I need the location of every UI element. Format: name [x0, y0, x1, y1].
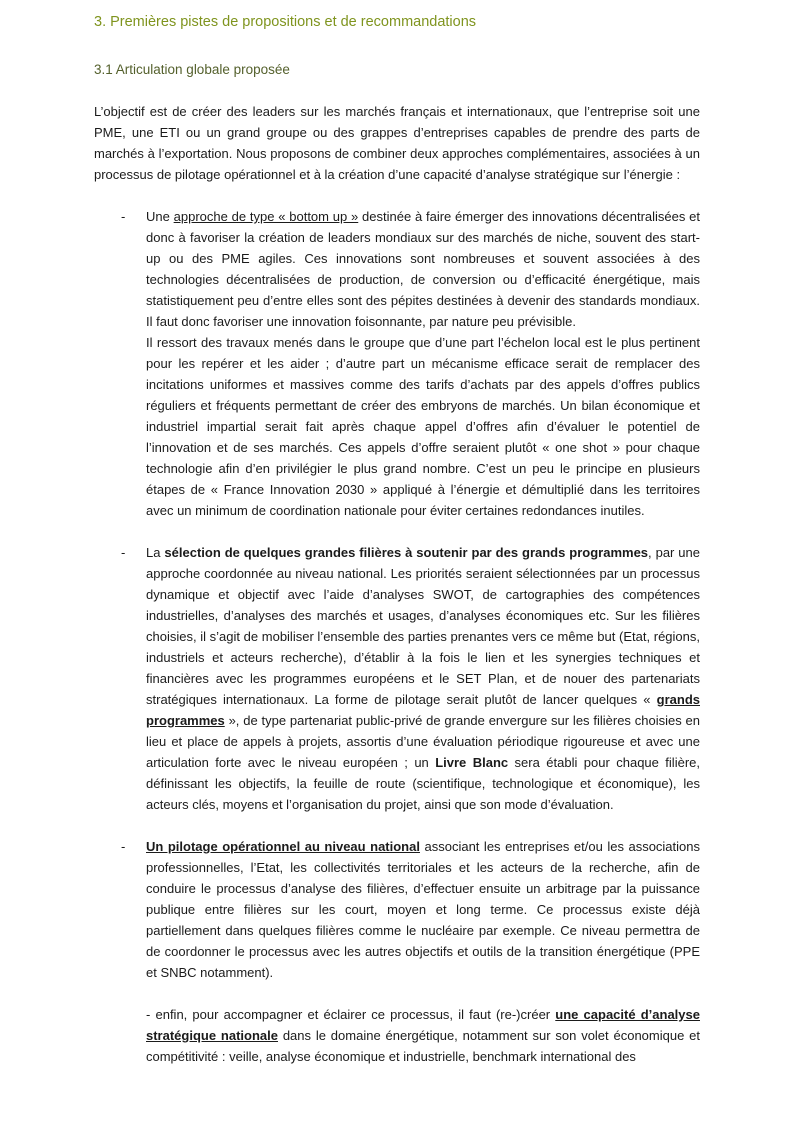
bullet-item: [94, 206, 700, 521]
document-body: [94, 101, 700, 1067]
text-run: dans le domaine énergétique, notamment sur son volet économique et compétitivité : veille, analyse économique et industrielle, benchmark international des: [146, 1028, 700, 1064]
text-run: La: [146, 545, 165, 560]
text-run: approche de type « bottom up »: [173, 209, 359, 224]
text-run: sera établi pour chaque filière, définissant les objectifs, la feuille de route (scientifique, technologique et économique), les acteurs clés, moyens et l’organisation du projet, ainsi que son mode d’évaluation.: [146, 755, 700, 812]
bullet-marker: -: [121, 209, 126, 224]
text-run: , par une approche coordonnée au niveau national. Les priorités seraient sélectionnées par un processus dynamique et objectif avec l’aide d’analyses SWOT, de cartographies des compétences industrielles, d’analyses des marchés et usages, d’analyses économiques etc. Sur les filières choisies, il s’agit de mobiliser l’ensemble des parties prenantes vers ce même but (Etat, régions, industriels et acteurs recherche), d’établir à la fois le lien et les synergies techniques et financières avec les programmes européens et le SET Plan, et de nouer des partenariats stratégiques internationaux. La forme de pilotage serait plutôt de lancer quelques «: [146, 545, 701, 707]
text-run: destinée à faire émerger des innovations décentralisées et donc à favoriser la création de leaders mondiaux sur des marchés de niche, souvent des start-up ou des PME agiles. Ces innovations sont nombreuses et souvent associées à des technologies décentralisées de production, de conversion ou d’efficacité énergétique, mais statistiquement peu d’entre elles sont des pépites destinées à devenir des standards mondiaux. Il faut donc favoriser une innovation foisonnante, par nature peu prévisible.: [146, 209, 700, 329]
text-run: Une: [146, 209, 174, 224]
paragraph: [146, 1004, 700, 1067]
paragraph: [146, 836, 700, 983]
text-run: grands programmes: [146, 692, 700, 728]
text-run: L’objectif est de créer des leaders sur les marchés français et internationaux, que l’entreprise soit une PME, une ETI ou un grand groupe ou des grappes d’entreprises capables de prendre des parts de marchés à l’exportation. Nous proposons de combiner deux approches complémentaires, associées à un processus de pilotage opérationnel et à la création d’une capacité d’analyse stratégique sur l’énergie :: [94, 104, 700, 182]
paragraph: [146, 206, 700, 332]
text-run: sélection de quelques grandes filières à soutenir par des grands programmes: [164, 545, 649, 560]
bullet-item: [94, 836, 700, 983]
bullet-content: [146, 836, 700, 983]
bullet-content: [146, 206, 700, 521]
text-run: », de type partenariat public-privé de grande envergure sur les filières choisies en lieu et place de appels à projets, assortis d’une évaluation périodique rigoureuse et avec une articulation forte avec le niveau européen ; un: [146, 713, 700, 770]
bullet-content: [146, 542, 700, 815]
text-run: - enfin, pour accompagner et éclairer ce processus, il faut (re-)créer: [146, 1007, 556, 1022]
bullet-marker: -: [121, 839, 126, 854]
text-run: une capacité d’analyse stratégique nationale: [146, 1007, 700, 1043]
text-run: Il ressort des travaux menés dans le groupe que d’une part l’échelon local est le plus pertinent pour les repérer et les aider ; d’autre part un mécanisme efficace serait de remplacer des incitations uniformes et massives comme des tarifs d’achats par des appels d’offres publics réguliers et fréquents permettant de créer des embryons de marchés. Un bilan économique et industriel impartial serait fait après chaque appel d’offres afin d’évaluer le potentiel de l’innovation et de ses marchés. Ces appels d’offre seraient plutôt « one shot » pour chaque technologie afin d’en privilégier le plus grand nombre. C’est un peu le principe en plusieurs étapes de « France Innovation 2030 » appliqué à l’énergie et démultiplié dans les territoires avec un minimum de coordination nationale pour éviter certaines redondances inutiles.: [146, 335, 700, 518]
subsection-heading: 3.1 Articulation globale proposée: [94, 62, 290, 77]
section-heading: 3. Premières pistes de propositions et de recommandations: [94, 14, 477, 30]
paragraph: [146, 542, 700, 815]
bullet-marker: -: [121, 545, 126, 560]
paragraph: [94, 101, 700, 185]
bullet-item: [94, 542, 700, 815]
text-run: associant les entreprises et/ou les associations professionnelles, l’Etat, les collectivités territoriales et les acteurs de la recherche, afin de conduire le processus d’analyse des filières, d’effectuer ensuite un arbitrage par la puissance publique entre filières sur les court, moyen et long terme. Ce processus existe déjà partiellement dans quelques filières comme le nucléaire par exemple. Ce niveau permettra de de coordonner le processus avec les autres objectifs et outils de la transition énergétique (PPE et SNBC notamment).: [146, 839, 701, 980]
paragraph: [146, 332, 700, 521]
text-run: Livre Blanc: [435, 755, 509, 770]
text-run: Un pilotage opérationnel au niveau national: [146, 839, 420, 854]
